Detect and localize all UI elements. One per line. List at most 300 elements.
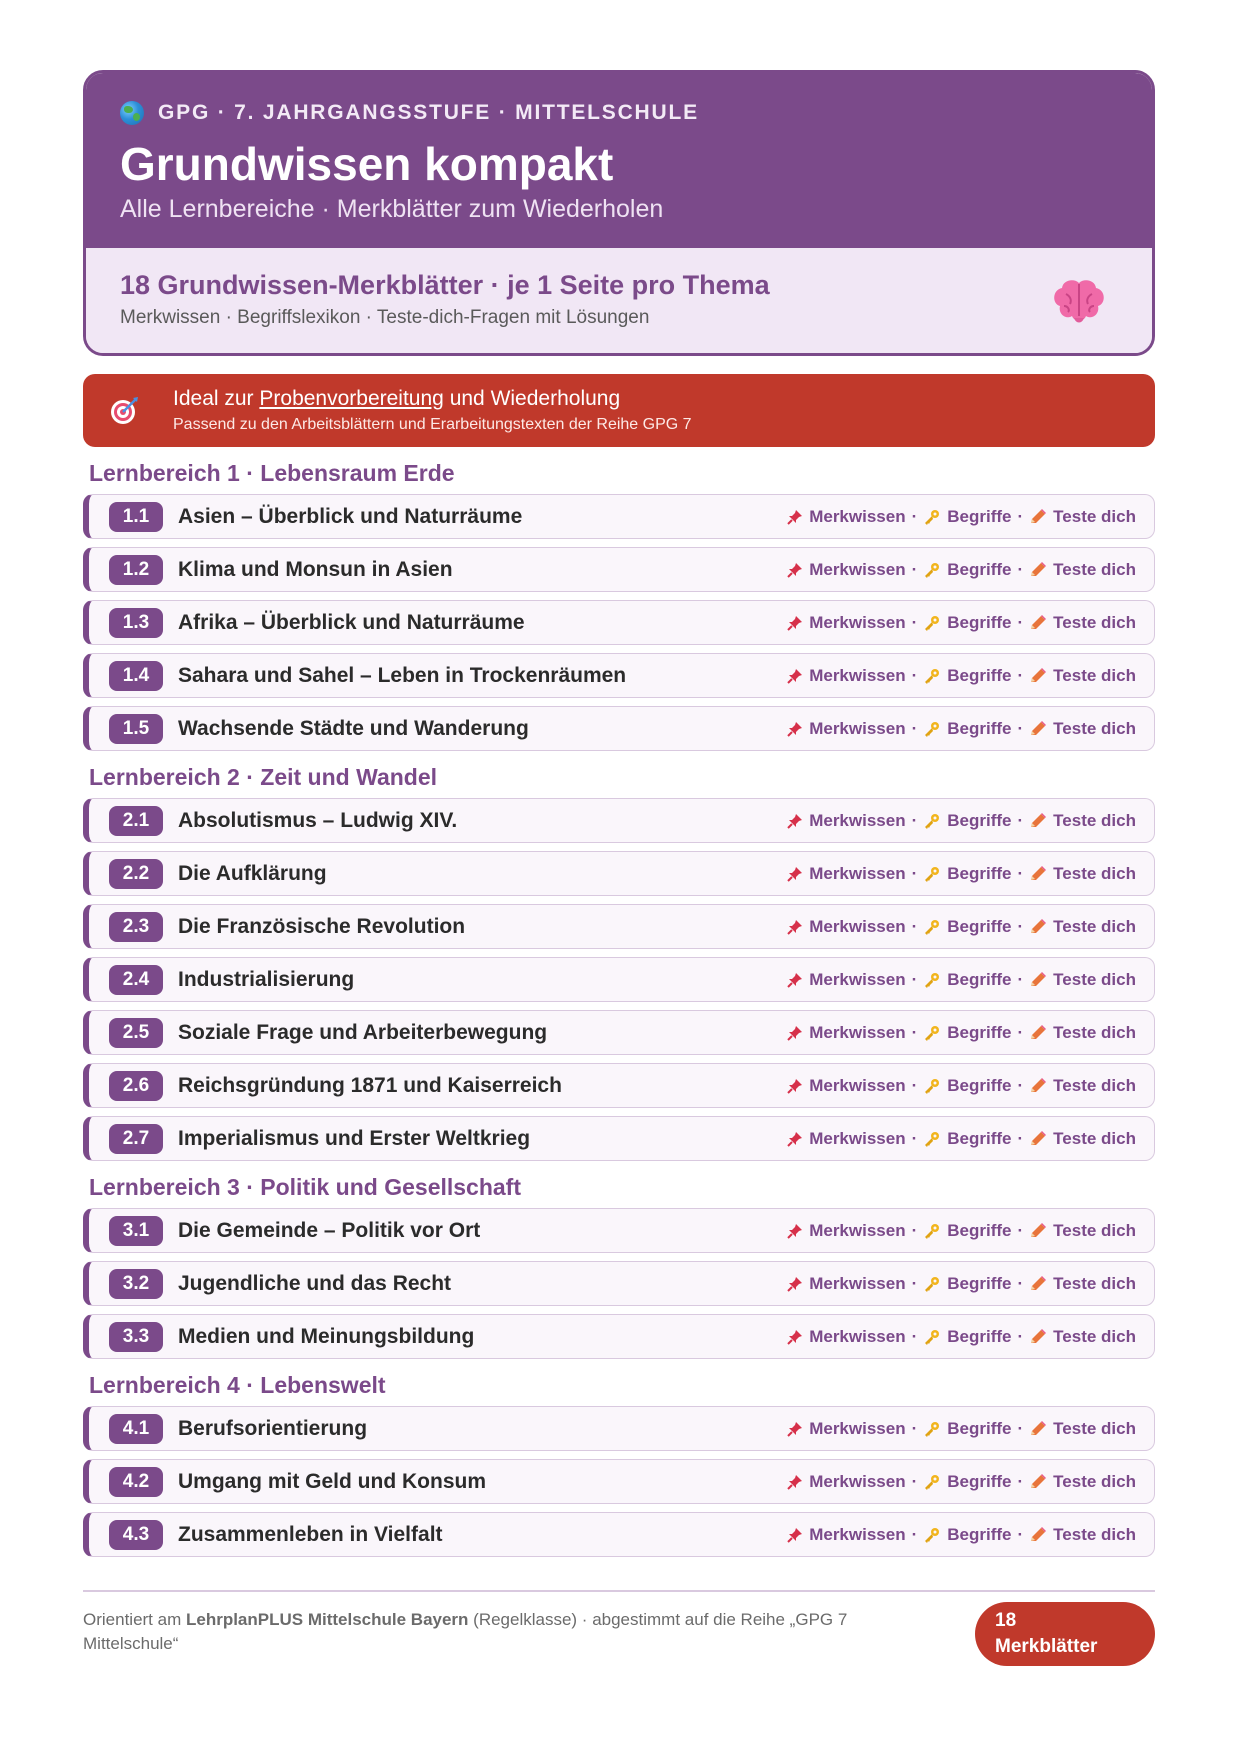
topic-row[interactable] — [83, 851, 1155, 896]
page-subtitle: Alle Lernbereiche · Merkblätter zum Wiederholen — [120, 195, 664, 223]
tag-merkwissen-label: Merkwissen — [809, 665, 906, 685]
tag-begriffe-label: Begriffe — [947, 969, 1012, 989]
tag-begriffe[interactable] — [923, 1023, 1011, 1043]
tag-merkwissen[interactable] — [787, 864, 905, 884]
topic-row[interactable] — [83, 547, 1155, 592]
tag-merkwissen-label: Merkwissen — [809, 916, 906, 936]
topic-row[interactable] — [83, 904, 1155, 949]
topic-title: Die Gemeinde – Politik vor Ort — [178, 1218, 481, 1242]
brain-icon — [1050, 276, 1108, 326]
tag-merkwissen-label: Merkwissen — [809, 559, 906, 579]
tag-teste-dich-label: Teste dich — [1053, 810, 1136, 830]
pencil-icon — [1029, 1223, 1053, 1239]
tag-merkwissen-label: Merkwissen — [809, 810, 906, 830]
header-kicker — [120, 99, 1118, 127]
section-rows — [83, 1406, 1155, 1557]
tag-separator: · — [911, 1220, 918, 1240]
summary-title: 18 Grundwissen-Merkblätter · je 1 Seite pro Thema — [120, 270, 770, 300]
topic-row[interactable] — [83, 653, 1155, 698]
topic-tags — [787, 811, 1136, 831]
topic-title: Soziale Frage und Arbeiterbewegung — [178, 1020, 548, 1044]
footer-text-bold: LehrplanPLUS Mittelschule Bayern — [185, 1610, 469, 1629]
tag-separator: · — [911, 1128, 918, 1148]
tag-begriffe[interactable] — [923, 970, 1011, 990]
topic-number-badge: 2.1 — [109, 806, 163, 836]
pencil-icon — [1029, 813, 1053, 829]
tag-begriffe-label: Begriffe — [947, 1220, 1012, 1240]
pin-icon — [787, 1078, 809, 1094]
topic-number-badge: 1.5 — [109, 714, 163, 744]
tag-teste-dich-label: Teste dich — [1053, 916, 1136, 936]
tag-begriffe-label: Begriffe — [947, 1273, 1012, 1293]
topic-number-badge: 2.2 — [109, 859, 163, 889]
topic-title: Die Aufklärung — [178, 861, 327, 885]
sheet-count-number: 18 — [995, 1610, 1017, 1631]
topic-tags — [787, 507, 1136, 527]
key-icon — [923, 1474, 947, 1490]
key-icon — [923, 919, 947, 935]
topic-number-badge: 3.2 — [109, 1269, 163, 1299]
tag-merkwissen-label: Merkwissen — [809, 1524, 906, 1544]
topic-number-badge: 4.3 — [109, 1520, 163, 1550]
tag-separator: · — [911, 810, 918, 830]
tag-begriffe-label: Begriffe — [947, 1471, 1012, 1491]
section-heading: Lernbereich 3 · Politik und Gesellschaft — [89, 1174, 522, 1200]
tag-merkwissen[interactable] — [787, 1327, 905, 1347]
tag-teste-dich-label: Teste dich — [1053, 1220, 1136, 1240]
topic-row[interactable] — [83, 1512, 1155, 1557]
tag-teste-dich-label: Teste dich — [1053, 1273, 1136, 1293]
pin-icon — [787, 1223, 809, 1239]
tag-begriffe[interactable] — [923, 1419, 1011, 1439]
tag-begriffe[interactable] — [923, 1221, 1011, 1241]
tag-merkwissen[interactable] — [787, 507, 905, 527]
tag-merkwissen[interactable] — [787, 560, 905, 580]
pencil-icon — [1029, 866, 1053, 882]
topic-number-badge: 2.3 — [109, 912, 163, 942]
pin-icon — [787, 615, 809, 631]
tag-begriffe[interactable] — [923, 1327, 1011, 1347]
tag-separator: · — [911, 559, 918, 579]
key-icon — [923, 615, 947, 631]
footer-note — [83, 1608, 903, 1656]
tag-teste-dich-label: Teste dich — [1053, 863, 1136, 883]
topic-number-badge: 3.3 — [109, 1322, 163, 1352]
key-icon — [923, 1329, 947, 1345]
tag-begriffe-label: Begriffe — [947, 506, 1012, 526]
tag-teste-dich-label: Teste dich — [1053, 1075, 1136, 1095]
tag-teste-dich[interactable] — [1029, 1472, 1136, 1492]
tag-merkwissen[interactable] — [787, 1525, 905, 1545]
topic-number-badge: 1.1 — [109, 502, 163, 532]
tag-begriffe[interactable] — [923, 1274, 1011, 1294]
tag-merkwissen-label: Merkwissen — [809, 969, 906, 989]
pencil-icon — [1029, 509, 1053, 525]
tag-teste-dich[interactable] — [1029, 811, 1136, 831]
key-icon — [923, 1223, 947, 1239]
tag-teste-dich[interactable] — [1029, 560, 1136, 580]
tag-separator: · — [911, 665, 918, 685]
key-icon — [923, 813, 947, 829]
topic-title: Reichsgründung 1871 und Kaiserreich — [178, 1073, 562, 1097]
tag-separator: · — [1017, 969, 1024, 989]
tag-teste-dich-label: Teste dich — [1053, 1471, 1136, 1491]
topic-row[interactable] — [83, 1063, 1155, 1108]
key-icon — [923, 1078, 947, 1094]
tag-separator: · — [911, 612, 918, 632]
topic-tags — [787, 1221, 1136, 1241]
topic-title: Umgang mit Geld und Konsum — [178, 1469, 486, 1493]
tag-separator: · — [1017, 1220, 1024, 1240]
topic-tags — [787, 1023, 1136, 1043]
pencil-icon — [1029, 1527, 1053, 1543]
tag-separator: · — [911, 1075, 918, 1095]
topic-row[interactable] — [83, 600, 1155, 645]
topic-title: Zusammenleben in Vielfalt — [178, 1522, 443, 1546]
key-icon — [923, 721, 947, 737]
tag-teste-dich-label: Teste dich — [1053, 1022, 1136, 1042]
topic-row[interactable] — [83, 957, 1155, 1002]
topic-tags — [787, 917, 1136, 937]
tag-begriffe[interactable] — [923, 1076, 1011, 1096]
topic-row[interactable] — [83, 1116, 1155, 1161]
tag-separator: · — [1017, 1418, 1024, 1438]
topic-number-badge: 4.2 — [109, 1467, 163, 1497]
key-icon — [923, 1131, 947, 1147]
tag-begriffe[interactable] — [923, 1525, 1011, 1545]
tag-separator: · — [911, 1471, 918, 1491]
page-title: Grundwissen kompakt — [120, 138, 614, 190]
key-icon — [923, 562, 947, 578]
tag-teste-dich[interactable] — [1029, 1274, 1136, 1294]
tag-teste-dich[interactable] — [1029, 719, 1136, 739]
tag-separator: · — [911, 863, 918, 883]
topic-tags — [787, 560, 1136, 580]
tag-teste-dich-label: Teste dich — [1053, 665, 1136, 685]
footer — [83, 1590, 1155, 1657]
tag-teste-dich-label: Teste dich — [1053, 1524, 1136, 1544]
pencil-icon — [1029, 1329, 1053, 1345]
topic-tags — [787, 1076, 1136, 1096]
tag-teste-dich-label: Teste dich — [1053, 969, 1136, 989]
banner-headline — [173, 387, 692, 411]
tag-merkwissen-label: Merkwissen — [809, 1128, 906, 1148]
tag-separator: · — [1017, 1524, 1024, 1544]
topic-title: Afrika – Überblick und Naturräume — [178, 610, 525, 634]
topic-row[interactable] — [83, 798, 1155, 843]
key-icon — [923, 1025, 947, 1041]
tag-merkwissen-label: Merkwissen — [809, 1220, 906, 1240]
tag-separator: · — [1017, 612, 1024, 632]
tag-begriffe-label: Begriffe — [947, 1326, 1012, 1346]
tag-begriffe[interactable] — [923, 719, 1011, 739]
pencil-icon — [1029, 1276, 1053, 1292]
tag-begriffe[interactable] — [923, 917, 1011, 937]
tag-separator: · — [1017, 559, 1024, 579]
tag-teste-dich-label: Teste dich — [1053, 506, 1136, 526]
tag-begriffe-label: Begriffe — [947, 863, 1012, 883]
topic-title: Medien und Meinungsbildung — [178, 1324, 475, 1348]
tag-begriffe-label: Begriffe — [947, 916, 1012, 936]
tag-merkwissen-label: Merkwissen — [809, 1075, 906, 1095]
tag-separator: · — [1017, 810, 1024, 830]
banner-link-probenvorbereitung[interactable]: Probenvorbereitung — [259, 387, 444, 410]
tag-merkwissen[interactable] — [787, 719, 905, 739]
tag-merkwissen-label: Merkwissen — [809, 1273, 906, 1293]
topic-row[interactable] — [83, 1314, 1155, 1359]
tag-merkwissen[interactable] — [787, 1419, 905, 1439]
tag-teste-dich-label: Teste dich — [1053, 718, 1136, 738]
topic-row[interactable] — [83, 1208, 1155, 1253]
pin-icon — [787, 1276, 809, 1292]
topic-number-badge: 1.2 — [109, 555, 163, 585]
target-icon — [109, 396, 139, 426]
pin-icon — [787, 866, 809, 882]
section-heading: Lernbereich 1 · Lebensraum Erde — [89, 460, 455, 486]
topic-title: Sahara und Sahel – Leben in Trockenräumen — [178, 663, 627, 687]
tag-teste-dich[interactable] — [1029, 1023, 1136, 1043]
topic-title: Jugendliche und das Recht — [178, 1271, 452, 1295]
tag-begriffe-label: Begriffe — [947, 1418, 1012, 1438]
topic-title: Industrialisierung — [178, 967, 355, 991]
topic-number-badge: 4.1 — [109, 1414, 163, 1444]
topic-tags — [787, 970, 1136, 990]
section-rows — [83, 494, 1155, 751]
topic-tags — [787, 1129, 1136, 1149]
footer-text-post: (Regelklasse) · abgestimmt auf die Reihe „GPG 7 Mittelschule“ — [83, 1610, 848, 1653]
tag-separator: · — [1017, 863, 1024, 883]
pin-icon — [787, 721, 809, 737]
tag-begriffe[interactable] — [923, 864, 1011, 884]
pencil-icon — [1029, 1131, 1053, 1147]
summary-box — [86, 248, 1152, 356]
topic-row[interactable] — [83, 494, 1155, 539]
tag-teste-dich[interactable] — [1029, 613, 1136, 633]
header-card — [83, 70, 1155, 356]
pencil-icon — [1029, 668, 1053, 684]
tag-separator: · — [911, 1524, 918, 1544]
topic-title: Klima und Monsun in Asien — [178, 557, 453, 581]
pencil-icon — [1029, 562, 1053, 578]
topic-title: Absolutismus – Ludwig XIV. — [178, 808, 458, 832]
tag-separator: · — [1017, 1273, 1024, 1293]
tag-merkwissen[interactable] — [787, 666, 905, 686]
tag-begriffe-label: Begriffe — [947, 1128, 1012, 1148]
tag-merkwissen[interactable] — [787, 1472, 905, 1492]
topic-number-badge: 2.7 — [109, 1124, 163, 1154]
tag-teste-dich[interactable] — [1029, 917, 1136, 937]
tag-merkwissen[interactable] — [787, 613, 905, 633]
tag-merkwissen-label: Merkwissen — [809, 1418, 906, 1438]
section-rows — [83, 798, 1155, 1161]
tag-teste-dich-label: Teste dich — [1053, 1418, 1136, 1438]
section-heading: Lernbereich 4 · Lebenswelt — [89, 1372, 386, 1398]
tag-merkwissen[interactable] — [787, 1129, 905, 1149]
pencil-icon — [1029, 972, 1053, 988]
tag-begriffe[interactable] — [923, 666, 1011, 686]
tag-teste-dich[interactable] — [1029, 1419, 1136, 1439]
tag-merkwissen[interactable] — [787, 970, 905, 990]
pencil-icon — [1029, 1078, 1053, 1094]
key-icon — [923, 1421, 947, 1437]
pin-icon — [787, 1025, 809, 1041]
tag-separator: · — [911, 1418, 918, 1438]
tag-begriffe[interactable] — [923, 560, 1011, 580]
tag-merkwissen-label: Merkwissen — [809, 863, 906, 883]
tag-begriffe-label: Begriffe — [947, 718, 1012, 738]
pin-icon — [787, 1421, 809, 1437]
banner-text-post: und Wiederholung — [443, 387, 621, 410]
footer-text-pre: Orientiert am — [83, 1610, 186, 1629]
tag-separator: · — [1017, 1128, 1024, 1148]
tag-separator: · — [1017, 1326, 1024, 1346]
tag-merkwissen-label: Merkwissen — [809, 506, 906, 526]
banner-subline: Passend zu den Arbeitsblättern und Erarbeitungstexten der Reihe GPG 7 — [173, 416, 692, 433]
topic-number-badge: 1.3 — [109, 608, 163, 638]
tag-separator: · — [911, 1273, 918, 1293]
topic-tags — [787, 719, 1136, 739]
tag-separator: · — [911, 506, 918, 526]
topic-tags — [787, 1419, 1136, 1439]
topic-tags — [787, 864, 1136, 884]
topic-tags — [787, 1525, 1136, 1545]
tag-separator: · — [1017, 665, 1024, 685]
tag-separator: · — [1017, 506, 1024, 526]
tag-separator: · — [1017, 1471, 1024, 1491]
topic-title: Asien – Überblick und Naturräume — [178, 504, 523, 528]
pin-icon — [787, 668, 809, 684]
topic-number-badge: 3.1 — [109, 1216, 163, 1246]
tag-teste-dich-label: Teste dich — [1053, 1128, 1136, 1148]
key-icon — [923, 1527, 947, 1543]
tag-merkwissen[interactable] — [787, 1274, 905, 1294]
topic-tags — [787, 666, 1136, 686]
sections-list — [83, 447, 1155, 1557]
sheet-count-badge — [975, 1602, 1155, 1666]
topic-number-badge: 1.4 — [109, 661, 163, 691]
tag-separator: · — [911, 718, 918, 738]
tag-teste-dich[interactable] — [1029, 1525, 1136, 1545]
tag-merkwissen[interactable] — [787, 1076, 905, 1096]
topic-tags — [787, 613, 1136, 633]
tag-separator: · — [1017, 718, 1024, 738]
tag-separator: · — [1017, 916, 1024, 936]
tag-teste-dich[interactable] — [1029, 864, 1136, 884]
tag-begriffe[interactable] — [923, 1472, 1011, 1492]
tag-begriffe[interactable] — [923, 613, 1011, 633]
banner-text-pre: Ideal zur — [173, 387, 260, 410]
key-icon — [923, 1276, 947, 1292]
sheet-count-label: Merkblätter — [995, 1636, 1098, 1657]
tag-separator: · — [911, 916, 918, 936]
tag-teste-dich[interactable] — [1029, 507, 1136, 527]
tag-merkwissen-label: Merkwissen — [809, 612, 906, 632]
tag-separator: · — [911, 969, 918, 989]
tag-teste-dich[interactable] — [1029, 1221, 1136, 1241]
pin-icon — [787, 1527, 809, 1543]
key-icon — [923, 509, 947, 525]
topic-tags — [787, 1327, 1136, 1347]
topic-row[interactable] — [83, 1459, 1155, 1504]
pencil-icon — [1029, 615, 1053, 631]
tag-teste-dich-label: Teste dich — [1053, 612, 1136, 632]
page — [83, 70, 1155, 1557]
pin-icon — [787, 1329, 809, 1345]
tag-merkwissen[interactable] — [787, 1221, 905, 1241]
tag-teste-dich[interactable] — [1029, 1327, 1136, 1347]
info-banner — [83, 374, 1155, 447]
pin-icon — [787, 972, 809, 988]
topic-tags — [787, 1274, 1136, 1294]
tag-teste-dich[interactable] — [1029, 970, 1136, 990]
topic-number-badge: 2.6 — [109, 1071, 163, 1101]
tag-merkwissen[interactable] — [787, 1023, 905, 1043]
tag-teste-dich[interactable] — [1029, 666, 1136, 686]
pencil-icon — [1029, 1025, 1053, 1041]
tag-separator: · — [911, 1326, 918, 1346]
tag-merkwissen-label: Merkwissen — [809, 1326, 906, 1346]
tag-separator: · — [1017, 1022, 1024, 1042]
tag-merkwissen-label: Merkwissen — [809, 1022, 906, 1042]
key-icon — [923, 668, 947, 684]
topic-tags — [787, 1472, 1136, 1492]
tag-begriffe[interactable] — [923, 507, 1011, 527]
tag-begriffe-label: Begriffe — [947, 559, 1012, 579]
topic-title: Berufsorientierung — [178, 1416, 368, 1440]
tag-teste-dich[interactable] — [1029, 1129, 1136, 1149]
pin-icon — [787, 509, 809, 525]
topic-row[interactable] — [83, 1010, 1155, 1055]
tag-begriffe[interactable] — [923, 1129, 1011, 1149]
globe-icon — [120, 101, 144, 125]
section-rows — [83, 1208, 1155, 1359]
pin-icon — [787, 562, 809, 578]
tag-merkwissen[interactable] — [787, 917, 905, 937]
tag-begriffe-label: Begriffe — [947, 1075, 1012, 1095]
topic-title: Die Französische Revolution — [178, 914, 466, 938]
tag-separator: · — [1017, 1075, 1024, 1095]
key-icon — [923, 972, 947, 988]
tag-merkwissen[interactable] — [787, 811, 905, 831]
topic-number-badge: 2.4 — [109, 965, 163, 995]
topic-title: Imperialismus und Erster Weltkrieg — [178, 1126, 531, 1150]
tag-teste-dich-label: Teste dich — [1053, 1326, 1136, 1346]
pencil-icon — [1029, 919, 1053, 935]
pin-icon — [787, 1474, 809, 1490]
topic-row[interactable] — [83, 706, 1155, 751]
tag-begriffe-label: Begriffe — [947, 1022, 1012, 1042]
pin-icon — [787, 813, 809, 829]
key-icon — [923, 866, 947, 882]
section-heading: Lernbereich 2 · Zeit und Wandel — [89, 764, 438, 790]
pencil-icon — [1029, 1474, 1053, 1490]
tag-separator: · — [911, 1022, 918, 1042]
tag-teste-dich[interactable] — [1029, 1076, 1136, 1096]
pencil-icon — [1029, 721, 1053, 737]
summary-subtitle: Merkwissen · Begriffslexikon · Teste-dich-Fragen mit Lösungen — [120, 307, 650, 328]
pin-icon — [787, 919, 809, 935]
topic-number-badge: 2.5 — [109, 1018, 163, 1048]
topic-title: Wachsende Städte und Wanderung — [178, 716, 529, 740]
kicker-text: GPG · 7. JAHRGANGSSTUFE · MITTELSCHULE — [158, 101, 699, 124]
tag-begriffe[interactable] — [923, 811, 1011, 831]
tag-begriffe-label: Begriffe — [947, 1524, 1012, 1544]
tag-begriffe-label: Begriffe — [947, 810, 1012, 830]
topic-row[interactable] — [83, 1261, 1155, 1306]
tag-begriffe-label: Begriffe — [947, 665, 1012, 685]
tag-begriffe-label: Begriffe — [947, 612, 1012, 632]
topic-row[interactable] — [83, 1406, 1155, 1451]
